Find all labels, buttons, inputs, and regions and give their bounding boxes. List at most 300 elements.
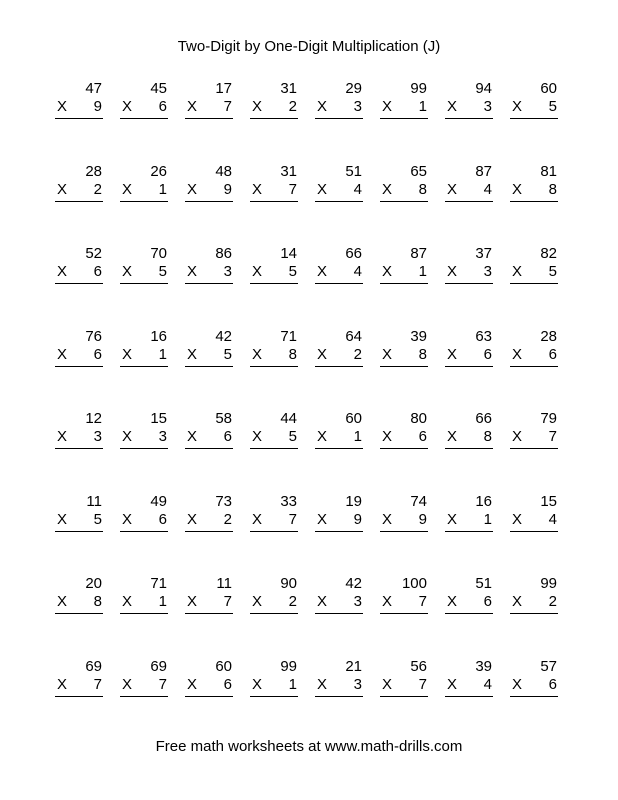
multiplication-problem bbox=[445, 575, 493, 658]
multiplicand: 99 bbox=[280, 657, 297, 675]
multiplier: 7 bbox=[418, 593, 427, 610]
multiplier-row bbox=[185, 98, 233, 119]
multiply-sign: X bbox=[447, 510, 458, 528]
multiplicand: 51 bbox=[475, 575, 492, 592]
multiplier: 6 bbox=[93, 345, 102, 363]
multiplier-row bbox=[315, 346, 363, 367]
multiplier-row bbox=[120, 593, 168, 614]
multiply-sign: X bbox=[317, 180, 328, 198]
multiply-sign: X bbox=[252, 98, 263, 115]
multiply-sign: X bbox=[57, 180, 68, 198]
multiplicand: 14 bbox=[280, 245, 297, 262]
multiplier: 4 bbox=[548, 510, 557, 528]
multiplicand: 86 bbox=[215, 245, 232, 262]
multiplication-problem bbox=[120, 163, 168, 246]
multiplier: 2 bbox=[353, 345, 362, 363]
multiply-sign: X bbox=[382, 510, 393, 528]
multiplier: 8 bbox=[418, 180, 427, 198]
multiplicand: 65 bbox=[410, 162, 427, 180]
multiplier: 9 bbox=[223, 180, 232, 198]
multiplication-problem bbox=[380, 328, 428, 411]
multiplier: 2 bbox=[93, 180, 102, 198]
multiplier: 3 bbox=[483, 263, 492, 280]
multiplier: 6 bbox=[158, 98, 167, 115]
multiply-sign: X bbox=[512, 428, 523, 445]
multiplication-problem bbox=[55, 80, 103, 163]
multiplier: 7 bbox=[548, 428, 557, 445]
multiplier-row bbox=[55, 676, 103, 697]
multiply-sign: X bbox=[317, 263, 328, 280]
multiplier-row bbox=[55, 511, 103, 532]
multiplier: 6 bbox=[223, 428, 232, 445]
multiplication-problem bbox=[55, 163, 103, 246]
multiplier: 2 bbox=[288, 98, 297, 115]
multiplication-problem bbox=[315, 410, 363, 493]
multiplier-row bbox=[120, 511, 168, 532]
multiplication-problem bbox=[380, 245, 428, 328]
multiplier-row bbox=[315, 428, 363, 449]
multiplicand: 70 bbox=[150, 245, 167, 262]
multiply-sign: X bbox=[187, 675, 198, 693]
multiplier: 1 bbox=[158, 180, 167, 198]
multiplicand: 52 bbox=[85, 245, 102, 262]
multiplication-problem bbox=[380, 575, 428, 658]
multiplication-problem bbox=[510, 575, 558, 658]
multiply-sign: X bbox=[447, 263, 458, 280]
multiplier-row bbox=[250, 593, 298, 614]
multiplication-problem bbox=[380, 163, 428, 246]
multiplier-row bbox=[120, 181, 168, 202]
multiplier: 2 bbox=[548, 593, 557, 610]
multiplicand: 26 bbox=[150, 162, 167, 180]
multiplier-row bbox=[120, 346, 168, 367]
multiplier-row bbox=[250, 346, 298, 367]
multiply-sign: X bbox=[57, 263, 68, 280]
multiplication-problem bbox=[120, 245, 168, 328]
multiplication-problem bbox=[185, 245, 233, 328]
multiply-sign: X bbox=[382, 593, 393, 610]
multiplier: 1 bbox=[158, 593, 167, 610]
multiplication-problem bbox=[510, 328, 558, 411]
multiply-sign: X bbox=[382, 675, 393, 693]
multiplicand: 82 bbox=[540, 245, 557, 262]
multiplicand: 74 bbox=[410, 492, 427, 510]
multiply-sign: X bbox=[317, 428, 328, 445]
multiplier-row bbox=[510, 181, 558, 202]
multiplication-problem bbox=[55, 493, 103, 576]
multiplicand: 87 bbox=[475, 162, 492, 180]
multiply-sign: X bbox=[252, 593, 263, 610]
multiply-sign: X bbox=[382, 345, 393, 363]
multiplier: 8 bbox=[288, 345, 297, 363]
multiply-sign: X bbox=[512, 593, 523, 610]
multiplier: 5 bbox=[93, 510, 102, 528]
multiplicand: 99 bbox=[540, 575, 557, 592]
multiplication-problem bbox=[445, 328, 493, 411]
multiplier-row bbox=[380, 346, 428, 367]
multiplier-row bbox=[445, 511, 493, 532]
multiplicand: 44 bbox=[280, 410, 297, 427]
multiplier: 7 bbox=[93, 675, 102, 693]
multiply-sign: X bbox=[317, 593, 328, 610]
multiplier-row bbox=[315, 263, 363, 284]
multiplication-problem bbox=[55, 245, 103, 328]
multiplier: 1 bbox=[418, 263, 427, 280]
multiplier-row bbox=[510, 676, 558, 697]
multiplication-problem bbox=[185, 410, 233, 493]
multiplier: 4 bbox=[483, 180, 492, 198]
multiply-sign: X bbox=[382, 180, 393, 198]
multiplicand: 69 bbox=[150, 657, 167, 675]
multiplier: 3 bbox=[353, 593, 362, 610]
multiplier-row bbox=[315, 511, 363, 532]
multiplicand: 87 bbox=[410, 245, 427, 262]
multiplier-row bbox=[445, 98, 493, 119]
multiplication-problem bbox=[315, 493, 363, 576]
multiplier: 6 bbox=[158, 510, 167, 528]
multiplication-problem bbox=[185, 163, 233, 246]
multiplier: 4 bbox=[353, 180, 362, 198]
multiplication-problem bbox=[380, 80, 428, 163]
multiplier-row bbox=[55, 263, 103, 284]
multiplier-row bbox=[120, 428, 168, 449]
multiplier-row bbox=[250, 181, 298, 202]
multiplier: 1 bbox=[288, 675, 297, 693]
multiplication-problem bbox=[445, 410, 493, 493]
multiplier: 8 bbox=[93, 593, 102, 610]
multiplication-problem bbox=[445, 493, 493, 576]
multiplicand: 80 bbox=[410, 410, 427, 427]
multiplicand: 99 bbox=[410, 80, 427, 97]
multiplier-row bbox=[55, 98, 103, 119]
multiplier: 6 bbox=[548, 675, 557, 693]
multiplicand: 16 bbox=[150, 327, 167, 345]
multiplier-row bbox=[510, 511, 558, 532]
multiply-sign: X bbox=[317, 345, 328, 363]
multiplicand: 29 bbox=[345, 80, 362, 97]
multiplier-row bbox=[55, 428, 103, 449]
multiplicand: 71 bbox=[280, 327, 297, 345]
multiplicand: 76 bbox=[85, 327, 102, 345]
multiply-sign: X bbox=[252, 675, 263, 693]
multiplier: 6 bbox=[483, 593, 492, 610]
multiplier-row bbox=[380, 676, 428, 697]
multiplier: 8 bbox=[548, 180, 557, 198]
multiplier: 7 bbox=[223, 98, 232, 115]
multiplier: 5 bbox=[223, 345, 232, 363]
multiply-sign: X bbox=[512, 510, 523, 528]
multiplier: 5 bbox=[548, 98, 557, 115]
multiplier-row bbox=[120, 263, 168, 284]
multiply-sign: X bbox=[187, 180, 198, 198]
multiplicand: 20 bbox=[85, 575, 102, 592]
multiply-sign: X bbox=[187, 428, 198, 445]
multiplier-row bbox=[445, 263, 493, 284]
multiply-sign: X bbox=[382, 263, 393, 280]
multiplicand: 15 bbox=[150, 410, 167, 427]
multiplier-row bbox=[120, 98, 168, 119]
multiplication-problem bbox=[55, 328, 103, 411]
multiplier: 1 bbox=[418, 98, 427, 115]
multiplier: 2 bbox=[288, 593, 297, 610]
multiplier-row bbox=[510, 593, 558, 614]
multiplication-problem bbox=[510, 80, 558, 163]
multiplicand: 33 bbox=[280, 492, 297, 510]
multiplicand: 69 bbox=[85, 657, 102, 675]
multiply-sign: X bbox=[447, 98, 458, 115]
multiplicand: 28 bbox=[85, 162, 102, 180]
multiplicand: 47 bbox=[85, 80, 102, 97]
multiplier: 7 bbox=[223, 593, 232, 610]
multiplier: 4 bbox=[483, 675, 492, 693]
multiply-sign: X bbox=[122, 98, 133, 115]
multiplier-row bbox=[380, 511, 428, 532]
multiplication-problem bbox=[510, 493, 558, 576]
multiply-sign: X bbox=[252, 345, 263, 363]
multiply-sign: X bbox=[252, 263, 263, 280]
multiplier-row bbox=[55, 181, 103, 202]
multiplicand: 57 bbox=[540, 657, 557, 675]
multiplier: 5 bbox=[158, 263, 167, 280]
multiplication-problem bbox=[250, 245, 298, 328]
multiplier-row bbox=[185, 593, 233, 614]
multiplier: 3 bbox=[93, 428, 102, 445]
multiplication-problem bbox=[250, 163, 298, 246]
multiplication-problem bbox=[185, 493, 233, 576]
multiplication-problem bbox=[510, 410, 558, 493]
multiplicand: 66 bbox=[345, 245, 362, 262]
multiplier: 8 bbox=[418, 345, 427, 363]
multiplication-problem bbox=[445, 80, 493, 163]
multiplier-row bbox=[250, 511, 298, 532]
multiplier-row bbox=[250, 263, 298, 284]
multiplier-row bbox=[445, 181, 493, 202]
multiplicand: 12 bbox=[85, 410, 102, 427]
multiply-sign: X bbox=[447, 428, 458, 445]
multiplier: 5 bbox=[288, 263, 297, 280]
multiplier: 4 bbox=[353, 263, 362, 280]
multiplicand: 11 bbox=[216, 575, 232, 592]
multiplicand: 39 bbox=[410, 327, 427, 345]
multiply-sign: X bbox=[122, 428, 133, 445]
multiplicand: 49 bbox=[150, 492, 167, 510]
multiplicand: 28 bbox=[540, 327, 557, 345]
multiplier-row bbox=[315, 181, 363, 202]
multiplier-row bbox=[380, 263, 428, 284]
multiplier-row bbox=[510, 98, 558, 119]
multiplier: 3 bbox=[483, 98, 492, 115]
multiplier: 7 bbox=[288, 180, 297, 198]
multiplicand: 100 bbox=[401, 575, 427, 592]
multiplicand: 42 bbox=[215, 327, 232, 345]
multiplication-problem bbox=[315, 245, 363, 328]
multiplication-problem bbox=[445, 245, 493, 328]
multiplier-row bbox=[445, 593, 493, 614]
multiply-sign: X bbox=[512, 180, 523, 198]
multiplication-problem bbox=[120, 658, 168, 741]
multiply-sign: X bbox=[447, 180, 458, 198]
footer-text: Free math worksheets at www.math-drills.com bbox=[155, 738, 463, 755]
multiplier-row bbox=[185, 346, 233, 367]
multiplier: 1 bbox=[353, 428, 362, 445]
multiplier-row bbox=[185, 511, 233, 532]
multiply-sign: X bbox=[122, 593, 133, 610]
multiply-sign: X bbox=[512, 263, 523, 280]
multiplication-problem bbox=[250, 410, 298, 493]
multiplier: 2 bbox=[223, 510, 232, 528]
multiplication-problem bbox=[185, 575, 233, 658]
multiplicand: 51 bbox=[345, 162, 362, 180]
multiplier: 9 bbox=[353, 510, 362, 528]
multiplicand: 42 bbox=[345, 575, 362, 592]
multiplier-row bbox=[250, 428, 298, 449]
multiplier: 1 bbox=[158, 345, 167, 363]
multiplicand: 60 bbox=[345, 410, 362, 427]
multiplier: 6 bbox=[93, 263, 102, 280]
multiplicand: 11 bbox=[86, 492, 102, 510]
multiply-sign: X bbox=[57, 510, 68, 528]
problem-grid bbox=[55, 80, 559, 740]
multiplication-problem bbox=[185, 328, 233, 411]
multiplication-problem bbox=[250, 493, 298, 576]
multiplier-row bbox=[315, 98, 363, 119]
multiply-sign: X bbox=[57, 675, 68, 693]
multiplicand: 66 bbox=[475, 410, 492, 427]
multiplicand: 21 bbox=[345, 657, 362, 675]
multiplier: 5 bbox=[288, 428, 297, 445]
multiply-sign: X bbox=[512, 98, 523, 115]
multiplier: 9 bbox=[418, 510, 427, 528]
multiply-sign: X bbox=[57, 345, 68, 363]
multiplier-row bbox=[185, 428, 233, 449]
multiplier-row bbox=[185, 676, 233, 697]
multiplication-problem bbox=[315, 575, 363, 658]
multiplier-row bbox=[185, 263, 233, 284]
multiplication-problem bbox=[185, 658, 233, 741]
multiplication-problem bbox=[510, 658, 558, 741]
multiplicand: 60 bbox=[540, 80, 557, 97]
multiplicand: 64 bbox=[345, 327, 362, 345]
multiplication-problem bbox=[55, 575, 103, 658]
multiplier-row bbox=[380, 181, 428, 202]
multiplier-row bbox=[380, 593, 428, 614]
multiplication-problem bbox=[380, 658, 428, 741]
multiplication-problem bbox=[380, 493, 428, 576]
multiplier: 6 bbox=[223, 675, 232, 693]
multiplicand: 17 bbox=[215, 80, 232, 97]
multiplier-row bbox=[250, 676, 298, 697]
multiplicand: 48 bbox=[215, 162, 232, 180]
multiplier: 1 bbox=[483, 510, 492, 528]
multiplicand: 37 bbox=[475, 245, 492, 262]
multiply-sign: X bbox=[187, 510, 198, 528]
multiply-sign: X bbox=[187, 98, 198, 115]
multiplier: 6 bbox=[483, 345, 492, 363]
multiplication-problem bbox=[250, 328, 298, 411]
multiply-sign: X bbox=[382, 428, 393, 445]
multiplication-problem bbox=[55, 658, 103, 741]
multiplicand: 31 bbox=[280, 162, 297, 180]
multiply-sign: X bbox=[252, 428, 263, 445]
multiply-sign: X bbox=[187, 593, 198, 610]
multiplicand: 60 bbox=[215, 657, 232, 675]
multiplier-row bbox=[185, 181, 233, 202]
multiply-sign: X bbox=[382, 98, 393, 115]
multiplier: 5 bbox=[548, 263, 557, 280]
multiplier: 3 bbox=[353, 675, 362, 693]
multiply-sign: X bbox=[317, 510, 328, 528]
multiplier-row bbox=[510, 428, 558, 449]
multiplier-row bbox=[315, 593, 363, 614]
multiply-sign: X bbox=[512, 345, 523, 363]
multiplicand: 45 bbox=[150, 80, 167, 97]
multiplicand: 63 bbox=[475, 327, 492, 345]
multiplier: 7 bbox=[288, 510, 297, 528]
multiplier-row bbox=[445, 346, 493, 367]
multiplier: 9 bbox=[93, 98, 102, 115]
multiplier-row bbox=[380, 428, 428, 449]
multiply-sign: X bbox=[57, 593, 68, 610]
multiplier-row bbox=[250, 98, 298, 119]
multiply-sign: X bbox=[57, 98, 68, 115]
multiplicand: 16 bbox=[475, 492, 492, 510]
multiplication-problem bbox=[445, 163, 493, 246]
multiplication-problem bbox=[380, 410, 428, 493]
multiplier: 3 bbox=[353, 98, 362, 115]
multiplicand: 73 bbox=[215, 492, 232, 510]
multiplier-row bbox=[55, 593, 103, 614]
multiplication-problem bbox=[120, 328, 168, 411]
multiplicand: 90 bbox=[280, 575, 297, 592]
multiply-sign: X bbox=[122, 510, 133, 528]
multiplication-problem bbox=[250, 80, 298, 163]
multiplier: 6 bbox=[418, 428, 427, 445]
multiply-sign: X bbox=[187, 345, 198, 363]
multiplication-problem bbox=[315, 163, 363, 246]
multiplication-problem bbox=[250, 658, 298, 741]
multiplication-problem bbox=[185, 80, 233, 163]
multiplier: 3 bbox=[223, 263, 232, 280]
multiplier: 6 bbox=[548, 345, 557, 363]
multiply-sign: X bbox=[57, 428, 68, 445]
multiplicand: 94 bbox=[475, 80, 492, 97]
multiplication-problem bbox=[120, 80, 168, 163]
multiplier: 7 bbox=[158, 675, 167, 693]
multiply-sign: X bbox=[317, 675, 328, 693]
multiply-sign: X bbox=[187, 263, 198, 280]
multiplicand: 71 bbox=[150, 575, 167, 592]
multiplier-row bbox=[55, 346, 103, 367]
multiplication-problem bbox=[315, 80, 363, 163]
multiplier-row bbox=[315, 676, 363, 697]
multiply-sign: X bbox=[447, 675, 458, 693]
multiplication-problem bbox=[315, 658, 363, 741]
multiplier-row bbox=[445, 428, 493, 449]
multiply-sign: X bbox=[122, 675, 133, 693]
multiply-sign: X bbox=[447, 593, 458, 610]
multiply-sign: X bbox=[317, 98, 328, 115]
multiplicand: 79 bbox=[540, 410, 557, 427]
multiplication-problem bbox=[55, 410, 103, 493]
worksheet-title: Two-Digit by One-Digit Multiplication (J) bbox=[177, 38, 441, 55]
multiplicand: 15 bbox=[540, 492, 557, 510]
multiplier-row bbox=[380, 98, 428, 119]
multiply-sign: X bbox=[122, 263, 133, 280]
multiplication-problem bbox=[120, 575, 168, 658]
multiplier-row bbox=[445, 676, 493, 697]
multiplication-problem bbox=[315, 328, 363, 411]
multiplication-problem bbox=[445, 658, 493, 741]
